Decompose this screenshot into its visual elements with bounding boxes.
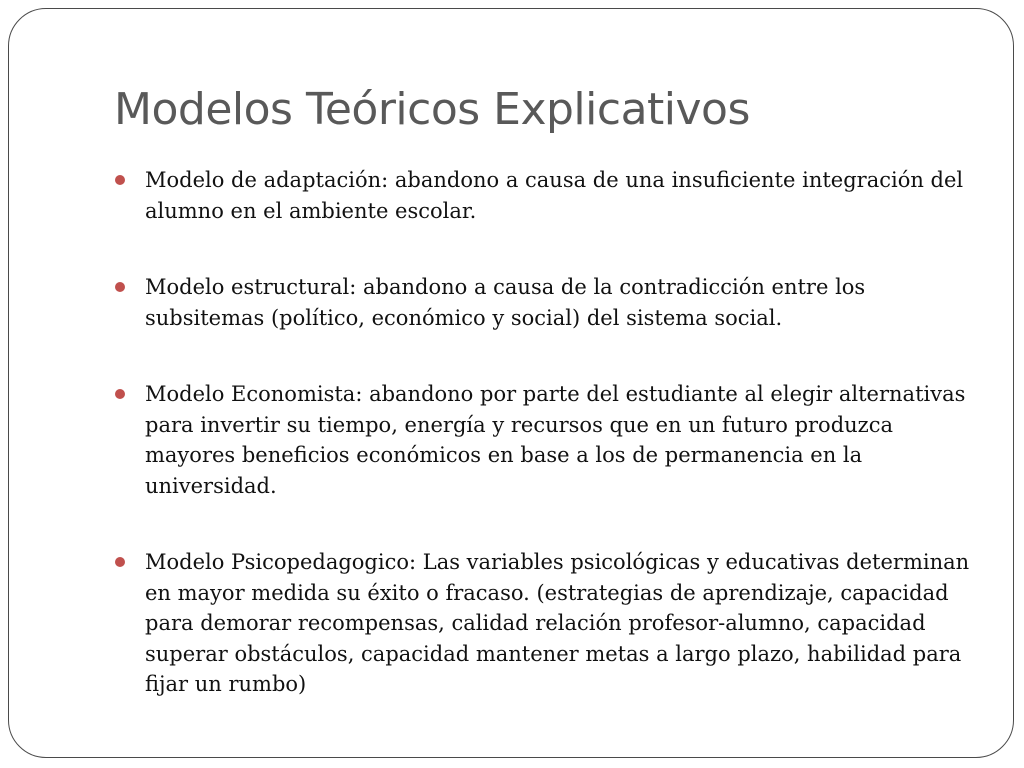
bullet-text: Modelo de adaptación: abandono a causa de una insuficiente integración del alumno en el ambiente escolar. [145,168,964,223]
bullet-dot-icon [115,175,125,185]
bullet-item-economista [145,379,975,501]
bullet-item-psicopedagogico [145,547,975,700]
bullet-dot-icon [115,282,125,292]
bullet-text: Modelo estructural: abandono a causa de la contradicción entre los subsitemas (político, económico y social) del sistema social. [145,275,866,330]
slide-title: Modelos Teóricos Explicativos [114,84,750,135]
bullet-item-estructural [145,272,975,333]
bullet-dot-icon [115,557,125,567]
bullet-text: Modelo Psicopedagogico: Las variables psicológicas y educativas determinan en mayor medida su éxito o fracaso. (estrategias de aprendizaje, capacidad para demorar recompensas, calidad relación profesor-alumno, capacidad superar obstáculos, capacidad mantener metas a largo plazo, habilidad para fijar un rumbo) [145,550,970,696]
bullet-dot-icon [115,389,125,399]
bullet-text: Modelo Economista: abandono por parte del estudiante al elegir alternativas para invertir su tiempo, energía y recursos que en un futuro produzca mayores beneficios económicos en base a los de permanencia en la universidad. [145,382,966,498]
bullet-item-adaptacion [145,165,975,226]
